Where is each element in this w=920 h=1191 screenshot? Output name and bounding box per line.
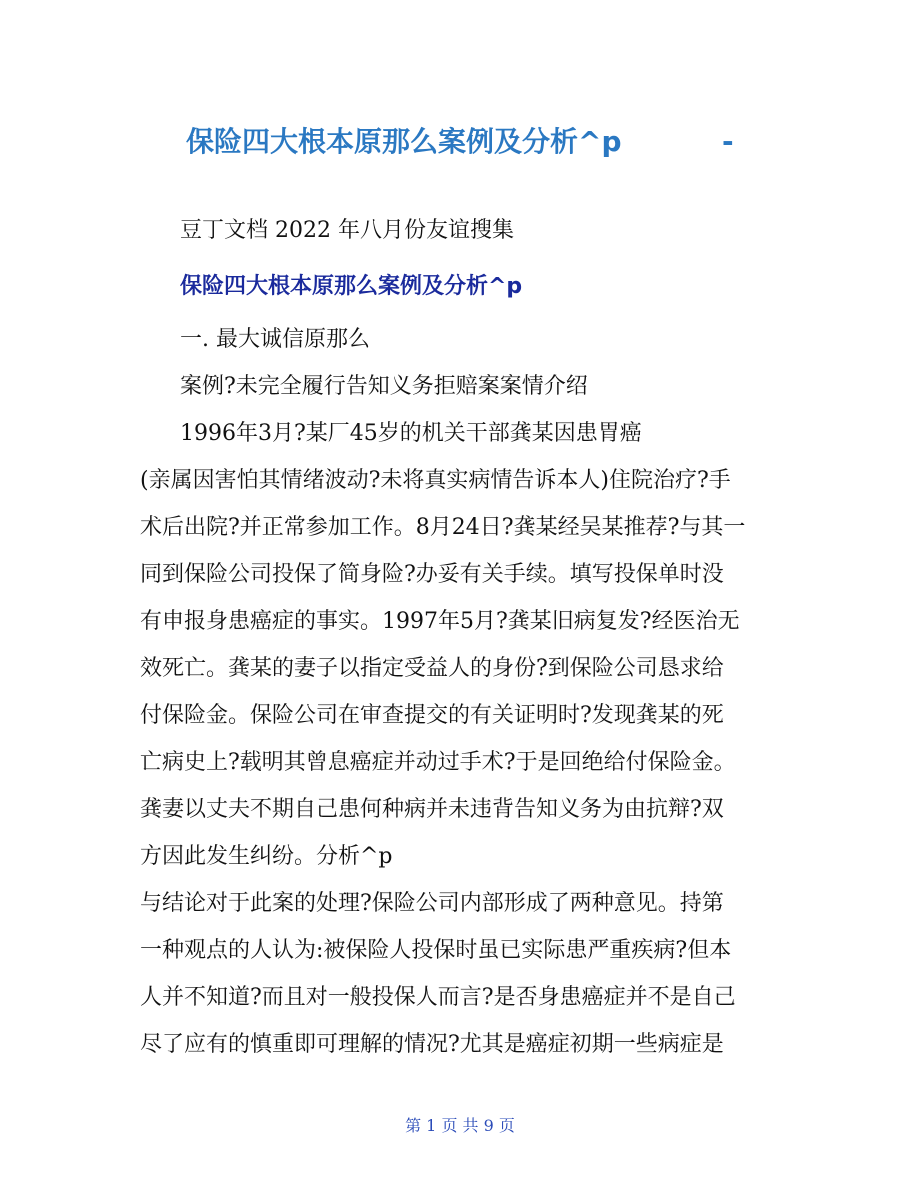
paragraph-line: 术后出院?并正常参加工作。8月24日?龚某经吴某推荐?与其一 <box>140 515 746 540</box>
paragraph-line: 效死亡。龚某的妻子以指定受益人的身份?到保险公司恳求给 <box>140 656 724 681</box>
document-title-suffix: - <box>722 125 734 158</box>
page-number-footer: 第 1 页 共 9 页 <box>405 1116 515 1135</box>
paragraph-line: 同到保险公司投保了简身险?办妥有关手续。填写投保单时没 <box>140 562 724 587</box>
paragraph-line: 人并不知道?而且对一般投保人而言?是否身患癌症并不是自己 <box>140 985 736 1010</box>
paragraph-line: 1996年3月?某厂45岁的机关干部龚某因患胃癌 <box>180 421 642 446</box>
paragraph-line: 付保险金。保险公司在审查提交的有关证明时?发现龚某的死 <box>140 703 724 728</box>
document-title-text: 保险四大根本原那么案例及分析^p <box>186 125 622 158</box>
paragraph-line: 与结论对于此案的处理?保险公司内部形成了两种意见。持第 <box>140 891 724 916</box>
paragraph-line: 尽了应有的慎重即可理解的情况?尤其是癌症初期一些病症是 <box>140 1032 724 1057</box>
paragraph-line: 一种观点的人认为:被保险人投保时虽已实际患严重疾病?但本 <box>140 938 732 963</box>
document-subtitle: 保险四大根本原那么案例及分析^p <box>180 274 523 299</box>
document-meta: 豆丁文档 2022 年八月份友谊搜集 <box>180 218 514 243</box>
paragraph-line: 龚妻以丈夫不期自己患何种病并未违背告知义务为由抗辩?双 <box>140 797 724 822</box>
paragraph-line: (亲属因害怕其情绪波动?未将真实病情告诉本人)住院治疗?手 <box>140 468 731 493</box>
document-title <box>186 122 746 162</box>
paragraph-line: 亡病史上?载明其曾息癌症并动过手术?于是回绝给付保险金。 <box>140 750 736 775</box>
case-heading: 案例?未完全履行告知义务拒赔案案情介绍 <box>180 374 588 399</box>
paragraph-line: 有申报身患癌症的事实。1997年5月?龚某旧病复发?经医治无 <box>140 609 740 634</box>
paragraph-line: 方因此发生纠纷。分析^p <box>140 844 393 869</box>
section-heading: 一. 最大诚信原那么 <box>180 327 370 352</box>
